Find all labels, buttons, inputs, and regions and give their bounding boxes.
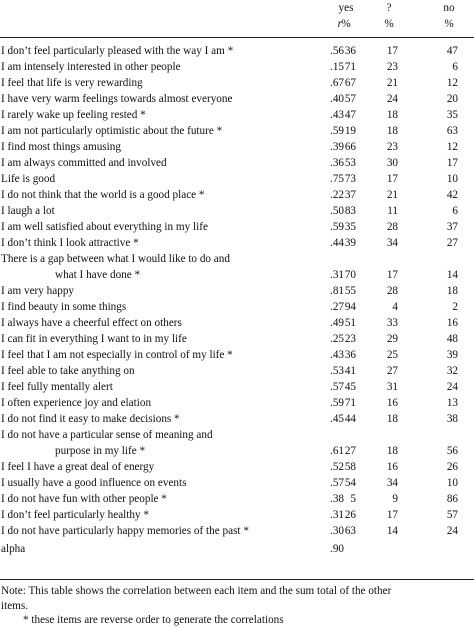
- yes-percent: 66: [344, 141, 356, 153]
- table-note-line-2: items.: [1, 600, 29, 612]
- table-row: [0, 235, 474, 251]
- unsure-percent: 9: [392, 493, 398, 505]
- item-text: [1, 235, 311, 251]
- table-row: [0, 379, 474, 395]
- r-value: .25: [330, 333, 344, 345]
- yes-percent: 36: [344, 45, 356, 57]
- no-percent: 10: [446, 477, 458, 489]
- yes-percent: 73: [344, 173, 356, 185]
- yes-percent: 44: [344, 413, 356, 425]
- r-value: .44: [330, 237, 344, 249]
- table-row: [0, 187, 474, 203]
- table-row: [0, 43, 474, 59]
- no-percent: 6: [452, 205, 458, 217]
- table-row: [0, 59, 474, 75]
- r-value: .27: [330, 301, 344, 313]
- r-value: .59: [330, 221, 344, 233]
- item-text: [1, 251, 311, 283]
- table-row: [0, 155, 474, 171]
- item-text: [1, 331, 311, 347]
- yes-percent: 53: [344, 157, 356, 169]
- header-divider: [0, 37, 474, 38]
- item-text-line: I rarely wake up feeling rested *: [1, 109, 146, 121]
- item-text-line: I am intensely interested in other people: [1, 61, 181, 73]
- r-value: .38: [330, 493, 344, 505]
- r-value: .59: [330, 125, 344, 137]
- table-row: [0, 203, 474, 219]
- item-text-line: I do not find it easy to make decisions *: [1, 413, 180, 425]
- item-text-line: I don’t feel particularly healthy *: [1, 509, 149, 521]
- yes-percent: 35: [344, 221, 356, 233]
- item-text-line: I do not have a particular sense of meaning and: [1, 429, 213, 441]
- r-value: .43: [330, 349, 344, 361]
- item-text: [1, 347, 311, 363]
- item-text-line: I can fit in everything I want to in my life: [1, 333, 187, 345]
- no-percent: 47: [446, 45, 458, 57]
- header-unsure-unit: %: [384, 18, 394, 30]
- yes-percent: 45: [344, 381, 356, 393]
- item-text: [1, 75, 311, 91]
- unsure-percent: 33: [386, 317, 398, 329]
- table-row: [0, 75, 474, 91]
- no-percent: 14: [446, 269, 458, 281]
- no-percent: 10: [446, 173, 458, 185]
- item-text: [1, 475, 311, 491]
- r-value: .22: [330, 189, 344, 201]
- item-text-line: I feel that I am not especially in control of my life *: [1, 349, 233, 361]
- table-row: [0, 411, 474, 427]
- table-note-line-1: Note: This table shows the correlation between each item and the sum total of the other: [1, 585, 392, 597]
- r-value: .49: [330, 317, 344, 329]
- no-percent: 26: [446, 461, 458, 473]
- unsure-percent: 21: [386, 77, 398, 89]
- header-no: no: [443, 2, 455, 14]
- item-text: [1, 523, 311, 539]
- item-text: [1, 139, 311, 155]
- unsure-percent: 16: [386, 461, 398, 473]
- item-text-line: I have very warm feelings towards almost everyone: [1, 93, 233, 105]
- item-text-continuation: what I have done *: [55, 269, 141, 281]
- unsure-percent: 11: [387, 205, 398, 217]
- unsure-percent: 31: [386, 381, 398, 393]
- table-row: [0, 491, 474, 507]
- no-percent: 86: [446, 493, 458, 505]
- r-value: .57: [330, 477, 344, 489]
- unsure-percent: 28: [386, 285, 398, 297]
- item-text-line: I laugh a lot: [1, 205, 55, 217]
- item-text: [1, 171, 311, 187]
- r-value: .53: [330, 365, 344, 377]
- header-yes: yes: [338, 2, 354, 14]
- item-text: [1, 491, 311, 507]
- table-row: [0, 315, 474, 331]
- unsure-percent: 34: [386, 477, 398, 489]
- yes-percent: 39: [344, 237, 356, 249]
- r-value: .52: [330, 461, 344, 473]
- item-text-line: I am very happy: [1, 285, 75, 297]
- table-body: [0, 43, 474, 557]
- unsure-percent: 18: [386, 445, 398, 457]
- item-text-line: I feel I have a great deal of energy: [1, 461, 155, 473]
- no-percent: 17: [446, 157, 458, 169]
- header-no-unit: %: [444, 18, 454, 30]
- item-text: [1, 427, 311, 459]
- yes-percent: 41: [344, 365, 356, 377]
- item-text-line: I feel that life is very rewarding: [1, 77, 143, 89]
- r-value: .57: [330, 381, 344, 393]
- item-text: [1, 91, 311, 107]
- item-text-line: I feel able to take anything on: [1, 365, 135, 377]
- item-text: [1, 541, 311, 557]
- item-text: [1, 395, 311, 411]
- item-text: [1, 315, 311, 331]
- no-percent: 38: [446, 413, 458, 425]
- r-value: .90: [330, 543, 344, 555]
- r-value: .43: [330, 109, 344, 121]
- r-value: .75: [330, 173, 344, 185]
- item-text-line: There is a gap between what I would like to do and: [1, 253, 230, 265]
- item-text: [1, 43, 311, 59]
- item-text-continuation: purpose in my life *: [55, 445, 146, 457]
- yes-percent: 51: [344, 317, 356, 329]
- header-row-units: [0, 17, 474, 31]
- r-value: .50: [330, 205, 344, 217]
- no-percent: 39: [446, 349, 458, 361]
- item-text: [1, 411, 311, 427]
- table-row: [0, 283, 474, 299]
- r-value: .59: [330, 397, 344, 409]
- header-yes-unit: %: [341, 18, 351, 30]
- yes-percent: 27: [344, 445, 356, 457]
- table-row: [0, 107, 474, 123]
- header-unsure: ?: [386, 2, 392, 14]
- item-text: [1, 299, 311, 315]
- no-percent: 24: [446, 381, 458, 393]
- yes-percent: 94: [344, 301, 356, 313]
- unsure-percent: 4: [392, 301, 398, 313]
- item-text: [1, 203, 311, 219]
- table-row: [0, 523, 474, 539]
- yes-percent: 70: [344, 269, 356, 281]
- yes-percent: 55: [344, 285, 356, 297]
- unsure-percent: 17: [386, 173, 398, 185]
- no-percent: 12: [446, 141, 458, 153]
- item-text: [1, 187, 311, 203]
- unsure-percent: 21: [386, 189, 398, 201]
- r-value: .31: [330, 509, 344, 521]
- table-row: [0, 363, 474, 379]
- yes-percent: 58: [344, 461, 356, 473]
- yes-percent: 71: [344, 397, 356, 409]
- unsure-percent: 18: [386, 109, 398, 121]
- unsure-percent: 17: [386, 45, 398, 57]
- yes-percent: 23: [344, 333, 356, 345]
- unsure-percent: 18: [386, 125, 398, 137]
- table-row: [0, 475, 474, 491]
- item-text: [1, 107, 311, 123]
- item-text: [1, 363, 311, 379]
- r-value: .39: [330, 141, 344, 153]
- yes-percent: 5: [350, 493, 356, 505]
- table-row: [0, 251, 474, 283]
- yes-percent: 71: [344, 61, 356, 73]
- no-percent: 24: [446, 525, 458, 537]
- unsure-percent: 34: [386, 237, 398, 249]
- yes-percent: 36: [344, 349, 356, 361]
- unsure-percent: 28: [386, 221, 398, 233]
- yes-percent: 26: [344, 509, 356, 521]
- header-r: r: [337, 18, 342, 30]
- no-percent: 20: [446, 93, 458, 105]
- yes-percent: 63: [344, 525, 356, 537]
- no-percent: 48: [446, 333, 458, 345]
- yes-percent: 19: [344, 125, 356, 137]
- item-text: [1, 59, 311, 75]
- no-percent: 12: [446, 77, 458, 89]
- item-text-line: I do not have fun with other people *: [1, 493, 167, 505]
- item-text: [1, 155, 311, 171]
- item-text-line: alpha: [1, 543, 26, 555]
- item-text-line: I find beauty in some things: [1, 301, 127, 313]
- no-percent: 18: [446, 285, 458, 297]
- no-percent: 35: [446, 109, 458, 121]
- no-percent: 57: [446, 509, 458, 521]
- r-value: .36: [330, 157, 344, 169]
- item-text-line: Life is good: [1, 173, 56, 185]
- unsure-percent: 25: [386, 349, 398, 361]
- unsure-percent: 29: [386, 333, 398, 345]
- no-percent: 56: [446, 445, 458, 457]
- item-text-line: I often experience joy and elation: [1, 397, 152, 409]
- table-row: [0, 427, 474, 459]
- yes-percent: 47: [344, 109, 356, 121]
- unsure-percent: 17: [386, 509, 398, 521]
- item-text-line: I always have a cheerful effect on others: [1, 317, 182, 329]
- header-row-top: [0, 1, 474, 15]
- table-bottom-divider: [0, 579, 474, 580]
- table-row: [0, 507, 474, 523]
- item-text-line: I don’t think I look attractive *: [1, 237, 139, 249]
- table-row: [0, 299, 474, 315]
- no-percent: 37: [446, 221, 458, 233]
- table-row: [0, 123, 474, 139]
- r-value: .45: [330, 413, 344, 425]
- unsure-percent: 27: [386, 365, 398, 377]
- unsure-percent: 24: [386, 93, 398, 105]
- item-text-line: I find most things amusing: [1, 141, 121, 153]
- unsure-percent: 23: [386, 141, 398, 153]
- r-value: .40: [330, 93, 344, 105]
- r-value: .30: [330, 525, 344, 537]
- table-row: [0, 171, 474, 187]
- no-percent: 63: [446, 125, 458, 137]
- r-value: .81: [330, 285, 344, 297]
- yes-percent: 67: [344, 77, 356, 89]
- unsure-percent: 16: [386, 397, 398, 409]
- item-text: [1, 507, 311, 523]
- unsure-percent: 18: [386, 413, 398, 425]
- no-percent: 27: [446, 237, 458, 249]
- table-row: [0, 219, 474, 235]
- table-row: [0, 459, 474, 475]
- item-text: [1, 123, 311, 139]
- unsure-percent: 17: [386, 269, 398, 281]
- no-percent: 16: [446, 317, 458, 329]
- table-row: [0, 395, 474, 411]
- no-percent: 6: [452, 61, 458, 73]
- item-text-line: I am well satisfied about everything in my life: [1, 221, 208, 233]
- item-text-line: I usually have a good influence on events: [1, 477, 187, 489]
- item-text-line: I am always committed and involved: [1, 157, 167, 169]
- alpha-row: [0, 541, 474, 557]
- unsure-percent: 14: [386, 525, 398, 537]
- no-percent: 2: [452, 301, 458, 313]
- table-row: [0, 331, 474, 347]
- item-text: [1, 379, 311, 395]
- yes-percent: 54: [344, 477, 356, 489]
- table-row: [0, 347, 474, 363]
- r-value: .56: [330, 45, 344, 57]
- item-text: [1, 219, 311, 235]
- table-note-line-3: * these items are reverse order to generate the correlations: [23, 614, 284, 626]
- item-text-line: I do not think that the world is a good place *: [1, 189, 205, 201]
- item-text-line: I feel fully mentally alert: [1, 381, 113, 393]
- item-text-line: I don’t feel particularly pleased with the way I am *: [1, 45, 234, 57]
- item-text: [1, 283, 311, 299]
- item-text: [1, 459, 311, 475]
- r-value: .31: [330, 269, 344, 281]
- unsure-percent: 23: [386, 61, 398, 73]
- no-percent: 32: [446, 365, 458, 377]
- no-percent: 42: [446, 189, 458, 201]
- item-text-line: I do not have particularly happy memories of the past *: [1, 525, 249, 537]
- item-text-line: I am not particularly optimistic about the future *: [1, 125, 223, 137]
- r-value: .15: [330, 61, 344, 73]
- yes-percent: 83: [344, 205, 356, 217]
- yes-percent: 57: [344, 93, 356, 105]
- r-value: .61: [330, 445, 344, 457]
- table-row: [0, 139, 474, 155]
- table-row: [0, 91, 474, 107]
- yes-percent: 37: [344, 189, 356, 201]
- r-value: .67: [330, 77, 344, 89]
- no-percent: 13: [446, 397, 458, 409]
- unsure-percent: 30: [386, 157, 398, 169]
